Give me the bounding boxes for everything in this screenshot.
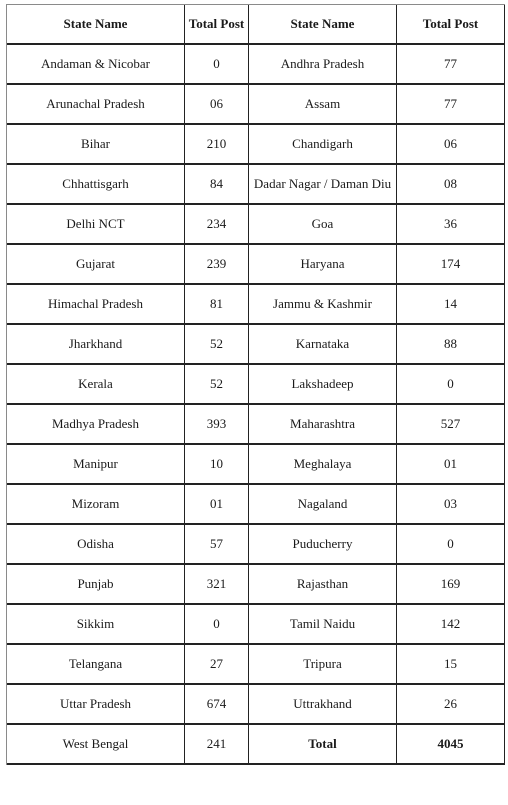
cell-posts-right: 88	[397, 325, 505, 365]
cell-posts-right: 0	[397, 365, 505, 405]
table-row	[7, 605, 505, 645]
cell-posts-left: 27	[185, 645, 249, 685]
cell-posts-right: 08	[397, 165, 505, 205]
cell-posts-left: 57	[185, 525, 249, 565]
cell-posts-right: 06	[397, 125, 505, 165]
cell-posts-left: 84	[185, 165, 249, 205]
cell-state-left: Chhattisgarh	[7, 165, 185, 205]
cell-posts-right: 03	[397, 485, 505, 525]
table-row	[7, 165, 505, 205]
cell-posts-left: 241	[185, 725, 249, 765]
cell-posts-left: 81	[185, 285, 249, 325]
table-row	[7, 125, 505, 165]
cell-state-right: Meghalaya	[249, 445, 397, 485]
cell-posts-right: 14	[397, 285, 505, 325]
cell-state-left: Odisha	[7, 525, 185, 565]
cell-state-right: Lakshadeep	[249, 365, 397, 405]
cell-state-right: Andhra Pradesh	[249, 45, 397, 85]
table-row	[7, 445, 505, 485]
cell-state-right: Chandigarh	[249, 125, 397, 165]
cell-posts-left: 06	[185, 85, 249, 125]
cell-posts-left: 321	[185, 565, 249, 605]
table-row	[7, 85, 505, 125]
cell-state-right: Maharashtra	[249, 405, 397, 445]
cell-posts-right: 77	[397, 85, 505, 125]
table-row	[7, 565, 505, 605]
table-row	[7, 645, 505, 685]
cell-state-left: Kerala	[7, 365, 185, 405]
cell-state-right: Tripura	[249, 645, 397, 685]
cell-posts-right: 15	[397, 645, 505, 685]
header-total-post-right: Total Post	[397, 5, 505, 45]
cell-posts-left: 210	[185, 125, 249, 165]
cell-posts-right: 527	[397, 405, 505, 445]
table-row	[7, 285, 505, 325]
cell-state-right: Goa	[249, 205, 397, 245]
table-row	[7, 325, 505, 365]
cell-posts-left: 01	[185, 485, 249, 525]
cell-posts-right: 0	[397, 525, 505, 565]
header-state-name-left: State Name	[7, 5, 185, 45]
cell-posts-left: 0	[185, 45, 249, 85]
cell-state-right: Nagaland	[249, 485, 397, 525]
cell-state-left: Uttar Pradesh	[7, 685, 185, 725]
cell-state-right: Dadar Nagar / Daman Diu	[249, 165, 397, 205]
cell-state-left: Himachal Pradesh	[7, 285, 185, 325]
table-row	[7, 405, 505, 445]
state-post-table	[6, 4, 505, 765]
cell-posts-left: 393	[185, 405, 249, 445]
table-body	[7, 45, 505, 725]
cell-state-left: Bihar	[7, 125, 185, 165]
cell-state-left: Mizoram	[7, 485, 185, 525]
cell-posts-left: 234	[185, 205, 249, 245]
cell-state-left: Delhi NCT	[7, 205, 185, 245]
table-row	[7, 685, 505, 725]
cell-state-right: Rajasthan	[249, 565, 397, 605]
table-header-row	[7, 5, 505, 45]
cell-state-left: Gujarat	[7, 245, 185, 285]
cell-state-left: Jharkhand	[7, 325, 185, 365]
cell-posts-left: 0	[185, 605, 249, 645]
cell-state-right: Haryana	[249, 245, 397, 285]
cell-state-left: Arunachal Pradesh	[7, 85, 185, 125]
table-row	[7, 45, 505, 85]
cell-posts-right: 36	[397, 205, 505, 245]
cell-posts-left: 674	[185, 685, 249, 725]
cell-state-right: Jammu & Kashmir	[249, 285, 397, 325]
cell-state-left: Madhya Pradesh	[7, 405, 185, 445]
table-row	[7, 485, 505, 525]
state-post-table-container	[6, 4, 505, 765]
cell-posts-right: 01	[397, 445, 505, 485]
cell-state-right: Assam	[249, 85, 397, 125]
cell-state-left: West Bengal	[7, 725, 185, 765]
cell-posts-left: 239	[185, 245, 249, 285]
cell-posts-right: 77	[397, 45, 505, 85]
total-value: 4045	[397, 725, 505, 765]
cell-state-left: Punjab	[7, 565, 185, 605]
table-row	[7, 365, 505, 405]
cell-state-left: Telangana	[7, 645, 185, 685]
cell-state-right: Karnataka	[249, 325, 397, 365]
cell-posts-left: 52	[185, 365, 249, 405]
table-row	[7, 205, 505, 245]
cell-state-left: Sikkim	[7, 605, 185, 645]
header-total-post-left: Total Post	[185, 5, 249, 45]
cell-state-right: Tamil Naidu	[249, 605, 397, 645]
cell-posts-right: 169	[397, 565, 505, 605]
cell-state-left: Andaman & Nicobar	[7, 45, 185, 85]
cell-posts-right: 174	[397, 245, 505, 285]
cell-posts-right: 26	[397, 685, 505, 725]
cell-state-right: Uttrakhand	[249, 685, 397, 725]
cell-posts-left: 52	[185, 325, 249, 365]
cell-posts-left: 10	[185, 445, 249, 485]
table-row	[7, 245, 505, 285]
table-row	[7, 525, 505, 565]
cell-posts-right: 142	[397, 605, 505, 645]
table-row-total	[7, 725, 505, 765]
cell-state-right: Puducherry	[249, 525, 397, 565]
total-label: Total	[249, 725, 397, 765]
cell-state-left: Manipur	[7, 445, 185, 485]
header-state-name-right: State Name	[249, 5, 397, 45]
